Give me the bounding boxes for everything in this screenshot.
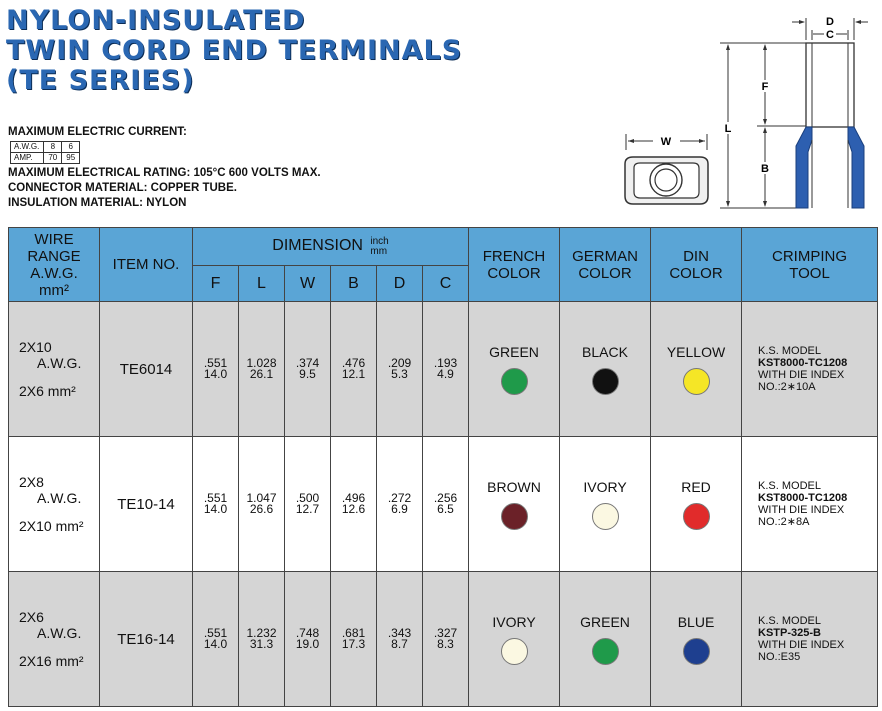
french-color bbox=[469, 437, 560, 572]
dimension-unit bbox=[370, 237, 388, 257]
dim-w bbox=[285, 302, 331, 437]
header-crimping-tool bbox=[742, 228, 878, 302]
amp-value: 70 bbox=[44, 153, 62, 164]
dim-mm: 6.5 bbox=[437, 502, 454, 516]
dim-mm: 6.9 bbox=[391, 502, 408, 516]
dim-b bbox=[331, 437, 377, 572]
dim-mm: 17.3 bbox=[341, 637, 366, 651]
header-text: FRENCH bbox=[482, 247, 546, 265]
dim-c bbox=[423, 302, 469, 437]
dim-mm: 26.1 bbox=[249, 367, 274, 381]
header-text: ITEM NO. bbox=[112, 256, 180, 273]
awg-value: 8 bbox=[44, 142, 62, 153]
range-awg: 2X8 bbox=[19, 474, 44, 490]
dim-mm: 31.3 bbox=[249, 637, 274, 651]
wire-range bbox=[9, 302, 100, 437]
awg-value: 6 bbox=[62, 142, 80, 153]
dim-mm: 26.6 bbox=[249, 502, 274, 516]
table-row bbox=[9, 302, 878, 437]
specifications-table bbox=[8, 227, 878, 707]
tool-brand: K.S. MODEL bbox=[758, 615, 821, 627]
tool-die-number: NO.:2∗8A bbox=[758, 516, 810, 528]
dim-w bbox=[285, 572, 331, 707]
dim-f bbox=[193, 302, 239, 437]
wire-range bbox=[9, 572, 100, 707]
header-text: COLOR bbox=[669, 264, 723, 282]
tool-model: KST8000-TC1208 bbox=[758, 492, 848, 504]
dim-l bbox=[239, 572, 285, 707]
amp-value: 95 bbox=[62, 153, 80, 164]
dim-inch: .551 bbox=[203, 491, 228, 505]
header-text: TOOL bbox=[789, 264, 830, 282]
color-name: YELLOW bbox=[666, 343, 726, 360]
dim-inch: .327 bbox=[433, 626, 458, 640]
dim-label-d: D bbox=[826, 16, 834, 28]
title-line-1: NYLON-INSULATED bbox=[6, 5, 306, 36]
dim-d bbox=[377, 572, 423, 707]
dim-inch: .748 bbox=[295, 626, 320, 640]
header-text: A.W.G. bbox=[30, 264, 78, 282]
wire-range bbox=[9, 437, 100, 572]
dim-inch: .551 bbox=[203, 356, 228, 370]
tool-brand: K.S. MODEL bbox=[758, 480, 821, 492]
title-line-2: TWIN CORD END TERMINALS bbox=[6, 35, 463, 66]
dim-l bbox=[239, 302, 285, 437]
german-color bbox=[560, 437, 651, 572]
range-awg-unit: A.W.G. bbox=[37, 490, 82, 506]
color-swatch bbox=[501, 503, 528, 530]
item-number: TE6014 bbox=[100, 302, 193, 437]
color-swatch bbox=[592, 638, 619, 665]
range-mm: 2X16 mm² bbox=[19, 653, 84, 669]
header-dim-d: D bbox=[377, 266, 423, 302]
range-mm: 2X6 mm² bbox=[19, 383, 76, 399]
french-color bbox=[469, 572, 560, 707]
table-row bbox=[9, 437, 878, 572]
din-color bbox=[651, 572, 742, 707]
color-name: GREEN bbox=[489, 343, 539, 360]
tool-die-number: NO.:E35 bbox=[758, 651, 801, 663]
color-name: GREEN bbox=[580, 613, 630, 630]
dim-c bbox=[423, 572, 469, 707]
dim-inch: 1.047 bbox=[246, 491, 277, 505]
dim-inch: 1.232 bbox=[246, 626, 277, 640]
tool-model: KST8000-TC1208 bbox=[758, 357, 848, 369]
color-swatch bbox=[501, 368, 528, 395]
side-view bbox=[720, 16, 868, 208]
color-name: IVORY bbox=[583, 478, 627, 495]
color-swatch bbox=[592, 368, 619, 395]
dim-label-f: F bbox=[761, 81, 769, 93]
dim-mm: 4.9 bbox=[437, 367, 454, 381]
item-number: TE10-14 bbox=[100, 437, 193, 572]
dim-inch: .374 bbox=[295, 356, 320, 370]
insulation-material: INSULATION MATERIAL: NYLON bbox=[8, 197, 187, 209]
dim-w bbox=[285, 437, 331, 572]
title-line-3: (TE SERIES) bbox=[6, 65, 195, 96]
dim-mm: 5.3 bbox=[391, 367, 408, 381]
terminal-diagram bbox=[0, 0, 882, 225]
header-text: RANGE bbox=[27, 247, 81, 265]
range-awg: 2X6 bbox=[19, 609, 44, 625]
header-german-color bbox=[560, 228, 651, 302]
header-din-color bbox=[651, 228, 742, 302]
dim-d bbox=[377, 437, 423, 572]
color-swatch bbox=[683, 368, 710, 395]
header-text: mm² bbox=[39, 281, 69, 299]
unit-mm: mm bbox=[370, 245, 388, 257]
dim-b bbox=[331, 572, 377, 707]
dim-label-b: B bbox=[761, 163, 769, 175]
tool-die-label: WITH DIE INDEX bbox=[758, 504, 845, 516]
unit-inch: inch bbox=[370, 235, 389, 247]
german-color bbox=[560, 302, 651, 437]
range-awg-unit: A.W.G. bbox=[37, 355, 82, 371]
dim-inch: .256 bbox=[433, 491, 458, 505]
dim-mm: 12.7 bbox=[295, 502, 320, 516]
tool-die-label: WITH DIE INDEX bbox=[758, 639, 845, 651]
dim-b bbox=[331, 302, 377, 437]
color-name: BROWN bbox=[487, 478, 541, 495]
front-view bbox=[625, 134, 708, 204]
header-text: DIN bbox=[683, 247, 709, 265]
color-swatch bbox=[683, 638, 710, 665]
range-awg-unit: A.W.G. bbox=[37, 625, 82, 641]
dim-c bbox=[423, 437, 469, 572]
color-name: RED bbox=[681, 478, 711, 495]
tool-brand: K.S. MODEL bbox=[758, 345, 821, 357]
dim-mm: 14.0 bbox=[203, 502, 228, 516]
tool-die-number: NO.:2∗10A bbox=[758, 381, 816, 393]
header-text: DIMENSION bbox=[272, 236, 363, 254]
header-text: CRIMPING bbox=[772, 247, 848, 265]
header-dim-w: W bbox=[285, 266, 331, 302]
header-item-no bbox=[100, 228, 193, 302]
french-color bbox=[469, 302, 560, 437]
tool-model: KSTP-325-B bbox=[758, 627, 821, 639]
din-color bbox=[651, 302, 742, 437]
header-text: COLOR bbox=[578, 264, 632, 282]
dim-mm: 8.7 bbox=[391, 637, 408, 651]
dim-d bbox=[377, 302, 423, 437]
dim-mm: 8.3 bbox=[437, 637, 454, 651]
dim-label-c: C bbox=[826, 29, 834, 41]
dim-inch: .272 bbox=[387, 491, 412, 505]
dim-f bbox=[193, 572, 239, 707]
dim-mm: 9.5 bbox=[299, 367, 316, 381]
din-color bbox=[651, 437, 742, 572]
item-number: TE16-14 bbox=[100, 572, 193, 707]
dim-inch: .500 bbox=[295, 491, 320, 505]
header-text: GERMAN bbox=[572, 247, 638, 265]
crimping-tool bbox=[742, 302, 878, 437]
dim-f bbox=[193, 437, 239, 572]
dim-inch: .681 bbox=[341, 626, 366, 640]
range-mm: 2X10 mm² bbox=[19, 518, 84, 534]
header-text: WIRE bbox=[34, 230, 74, 248]
dim-inch: 1.028 bbox=[246, 356, 277, 370]
header-dimension bbox=[193, 228, 469, 266]
crimping-tool bbox=[742, 572, 878, 707]
color-swatch bbox=[683, 503, 710, 530]
dim-label-l: L bbox=[724, 123, 732, 135]
dim-mm: 12.1 bbox=[341, 367, 366, 381]
header-text: COLOR bbox=[487, 264, 541, 282]
dim-mm: 19.0 bbox=[295, 637, 320, 651]
dim-l bbox=[239, 437, 285, 572]
amp-label: AMP. bbox=[11, 153, 44, 164]
crimping-tool bbox=[742, 437, 878, 572]
header-french-color bbox=[469, 228, 560, 302]
header-dim-f: F bbox=[193, 266, 239, 302]
range-awg: 2X10 bbox=[19, 339, 52, 355]
dim-inch: .476 bbox=[341, 356, 366, 370]
color-swatch bbox=[501, 638, 528, 665]
dim-label-w: W bbox=[660, 136, 672, 148]
tool-die-label: WITH DIE INDEX bbox=[758, 369, 845, 381]
electrical-rating: MAXIMUM ELECTRICAL RATING: 105°C 600 VOLTS MAX. bbox=[8, 167, 321, 179]
dim-inch: .551 bbox=[203, 626, 228, 640]
table-row bbox=[9, 572, 878, 707]
german-color bbox=[560, 572, 651, 707]
dim-mm: 14.0 bbox=[203, 637, 228, 651]
dim-inch: .343 bbox=[387, 626, 412, 640]
color-name: BLACK bbox=[582, 343, 628, 360]
awg-label: A.W.G. bbox=[11, 142, 44, 153]
header-dim-l: L bbox=[239, 266, 285, 302]
color-name: BLUE bbox=[677, 613, 715, 630]
color-swatch bbox=[592, 503, 619, 530]
dim-mm: 12.6 bbox=[341, 502, 366, 516]
header-wire-range bbox=[9, 228, 100, 302]
dim-mm: 14.0 bbox=[203, 367, 228, 381]
header-dim-b: B bbox=[331, 266, 377, 302]
connector-material: CONNECTOR MATERIAL: COPPER TUBE. bbox=[8, 182, 237, 194]
header-dim-c: C bbox=[423, 266, 469, 302]
dim-inch: .209 bbox=[387, 356, 412, 370]
max-current-label: MAXIMUM ELECTRIC CURRENT: bbox=[8, 126, 187, 138]
color-name: IVORY bbox=[492, 613, 536, 630]
dim-inch: .496 bbox=[341, 491, 366, 505]
dim-inch: .193 bbox=[433, 356, 458, 370]
